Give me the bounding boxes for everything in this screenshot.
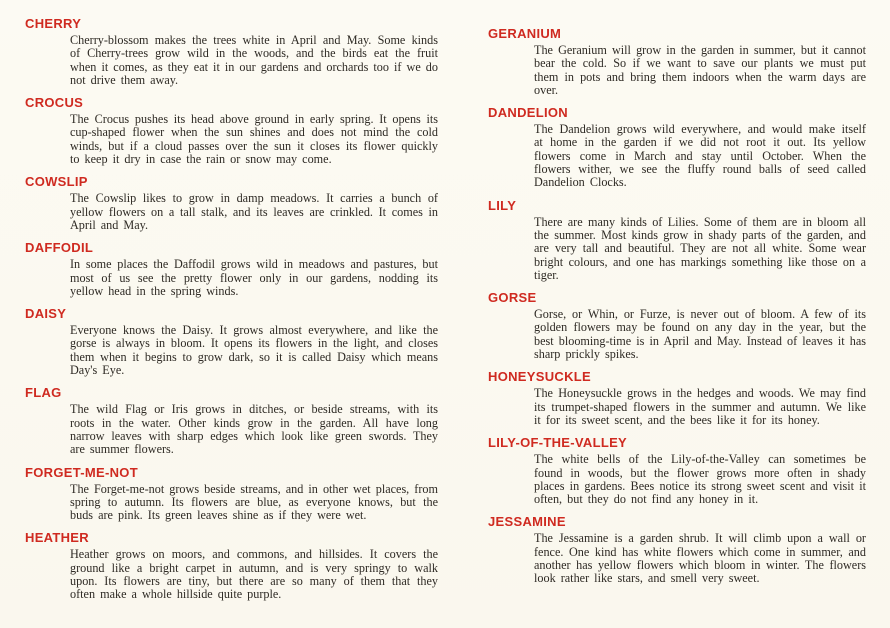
entry-forget-me-not	[25, 465, 438, 523]
entry-cowslip	[25, 174, 438, 232]
entry-heading: DAISY	[25, 306, 67, 322]
entry-lily	[488, 198, 866, 282]
entry-body: The Cowslip likes to grow in damp meadows. It carries a bunch of yellow flowers on a tall stalk, and its leaves are crinkled. It comes in April and May.	[70, 191, 438, 232]
entry-heading: GORSE	[488, 290, 537, 306]
entry-heading: DANDELION	[488, 105, 568, 121]
entry-body: The Jessamine is a garden shrub. It will climb upon a wall or fence. One kind has white flowers which come in summer, and another has yellow flowers which bloom in winter. The flowers look rather like stars, and smell very sweet.	[534, 531, 866, 586]
entry-body: Gorse, or Whin, or Furze, is never out of bloom. A few of its golden flowers may be found on any day in the year, but the best blooming-time is in April and May. Instead of leaves it has sharp prickly spikes.	[534, 307, 866, 362]
entry-jessamine	[488, 514, 866, 585]
entry-daffodil	[25, 240, 438, 298]
entry-gorse	[488, 290, 866, 361]
entry-body: The Honeysuckle grows in the hedges and woods. We may find its trumpet-shaped flowers in the summer and autumn. We like it for its sweet scent, and the bees like it for its honey.	[534, 386, 866, 427]
entry-honeysuckle	[488, 369, 866, 427]
entry-body: The wild Flag or Iris grows in ditches, or beside streams, with its roots in the water. Other kinds grow in the garden. All have long narrow leaves with sharp edges which look like green swords. They are summer flowers.	[70, 402, 438, 457]
entry-geranium	[488, 26, 866, 97]
entry-heading: FLAG	[25, 385, 62, 401]
entry-body: The Forget-me-not grows beside streams, and in other wet places, from spring to autumn. Its flowers are blue, as everyone knows, but the buds are pink. Its green leaves shine as if they were wet.	[70, 481, 438, 523]
right-column	[488, 16, 866, 628]
entry-heading: DAFFODIL	[25, 240, 94, 256]
entry-heading: FORGET-ME-NOT	[25, 464, 138, 480]
entry-heading: JESSAMINE	[488, 514, 566, 530]
entry-heading: LILY-OF-THE-VALLEY	[488, 435, 628, 451]
left-column	[25, 16, 438, 628]
entry-heading: HEATHER	[25, 530, 89, 546]
entry-lily-of-the-valley	[488, 435, 866, 506]
entry-body: The Geranium will grow in the garden in summer, but it cannot bear the cold. So if we want to save our plants we must put them in pots and bring them indoors when the warm days are over.	[534, 43, 866, 97]
entry-heading: HONEYSUCKLE	[488, 369, 591, 385]
entry-heading: GERANIUM	[488, 26, 562, 41]
entry-heading: COWSLIP	[25, 174, 88, 190]
entry-heading: LILY	[488, 197, 517, 213]
entry-heather	[25, 530, 438, 601]
entry-flag	[25, 385, 438, 456]
entry-cherry	[25, 16, 438, 87]
entry-body: The Crocus pushes its head above ground in early spring. It opens its cup-shaped flower when the sun shines and does not mind the cold winds, but if a cloud passes over the sun it closes its flower quickly to keep it dry in case the rain or snow may come.	[70, 112, 438, 167]
entry-body: Cherry-blossom makes the trees white in April and May. Some kinds of Cherry-trees grow wild in the woods, and the birds eat the fruit when it comes, as they eat it in our gardens and orchards too if we do not drive them away.	[70, 33, 438, 87]
entry-body: The Dandelion grows wild everywhere, and would make itself at home in the garden if we did not root it out. Its yellow flowers come in March and stay until October. When the flowers wither, we see the fluffy round balls of seed called Dandelion Clocks.	[534, 122, 866, 190]
entry-body: There are many kinds of Lilies. Some of them are in bloom all the summer. Most kinds grow in shady parts of the garden, and are very tall and beautiful. They are not all white. Some wear bright colours, and one has markings something like those on a tiger.	[534, 214, 866, 282]
entry-heading: CROCUS	[25, 95, 84, 111]
entry-body: In some places the Daffodil grows wild in meadows and pastures, but most of us see the pretty flower only in our gardens, nodding its yellow head in the spring winds.	[70, 257, 438, 298]
entry-heading: CHERRY	[25, 16, 82, 31]
entry-body: Heather grows on moors, and commons, and hillsides. It covers the ground like a bright carpet in autumn, and is very springy to walk upon. Its flowers are tiny, but there are so many of them that they often make a whole hillside quite purple.	[70, 547, 438, 602]
entry-body: The white bells of the Lily-of-the-Valley can sometimes be found in woods, but the flower grows more often in shady places in gardens. Bees notice its strong sweet scent and visit it often, but they do not find any honey in it.	[534, 452, 866, 507]
entry-body: Everyone knows the Daisy. It grows almost everywhere, and like the gorse is always in bloom. It opens its flowers in the light, and closes them when it begins to grow dark, so it is called Daisy which means Day's Eye.	[70, 323, 438, 378]
entry-daisy	[25, 306, 438, 377]
entry-crocus	[25, 95, 438, 166]
entry-dandelion	[488, 105, 866, 189]
